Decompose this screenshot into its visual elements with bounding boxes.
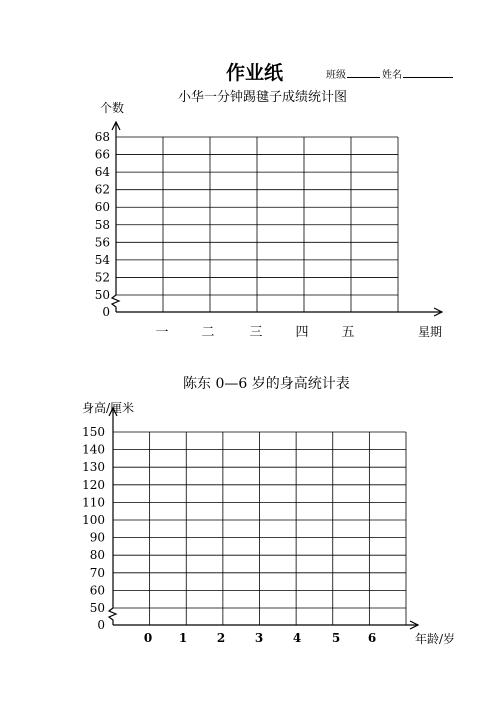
y-tick-label: 54 xyxy=(94,252,110,267)
y-tick-label: 0 xyxy=(97,618,105,632)
y-tick-label: 110 xyxy=(82,495,105,510)
y-tick-label: 150 xyxy=(82,425,105,439)
chart1-title: 小华一分钟踢毽子成绩统计图 xyxy=(178,90,348,105)
x-category-label: 五 xyxy=(341,325,355,340)
y-tick-label: 64 xyxy=(94,165,110,180)
y-tick-label: 130 xyxy=(82,460,105,475)
y-axis-label: 个数 xyxy=(100,101,125,115)
y-tick-label: 62 xyxy=(94,182,110,197)
y-tick-label: 60 xyxy=(94,200,110,215)
y-tick-label: 140 xyxy=(82,442,105,457)
x-category-label: 三 xyxy=(249,325,263,340)
axis-break-zigzag xyxy=(109,608,116,625)
y-tick-label: 56 xyxy=(94,235,110,250)
x-category-label: 3 xyxy=(254,631,264,645)
y-tick-label: 70 xyxy=(89,565,105,580)
y-tick-label: 68 xyxy=(94,130,110,144)
y-tick-label: 60 xyxy=(89,583,105,598)
x-category-label: 1 xyxy=(178,631,188,645)
x-axis-label: 星期 xyxy=(418,325,443,339)
chart2-title: 陈东 0—6 岁的身高统计表 xyxy=(183,376,350,392)
y-tick-label: 100 xyxy=(82,513,105,527)
x-category-label: 6 xyxy=(367,631,377,645)
y-tick-label: 58 xyxy=(94,217,110,232)
axis-break-zigzag xyxy=(112,295,119,312)
y-tick-label: 52 xyxy=(94,270,110,285)
y-tick-label: 50 xyxy=(89,601,105,615)
x-category-label: 二 xyxy=(201,325,215,340)
y-tick-label: 50 xyxy=(94,288,110,302)
y-axis-label: 身高/厘米 xyxy=(82,401,135,415)
y-tick-label: 80 xyxy=(89,548,105,563)
x-category-label: 2 xyxy=(216,631,226,645)
y-tick-label: 66 xyxy=(94,147,110,162)
x-category-label: 0 xyxy=(143,631,153,645)
name-label: 姓名 xyxy=(382,70,402,81)
x-category-label: 一 xyxy=(155,325,169,340)
y-tick-label: 0 xyxy=(102,305,110,319)
y-tick-label: 90 xyxy=(89,530,105,545)
y-tick-label: 120 xyxy=(82,477,105,492)
class-label: 班级 xyxy=(326,70,346,81)
chart1 xyxy=(95,100,442,340)
x-category-label: 4 xyxy=(292,631,302,645)
x-category-label: 5 xyxy=(331,631,341,645)
x-axis-label: 年龄/岁 xyxy=(415,632,456,646)
chart2 xyxy=(82,400,455,646)
x-category-label: 四 xyxy=(295,325,309,340)
worksheet-title: 作业纸 xyxy=(226,62,284,84)
